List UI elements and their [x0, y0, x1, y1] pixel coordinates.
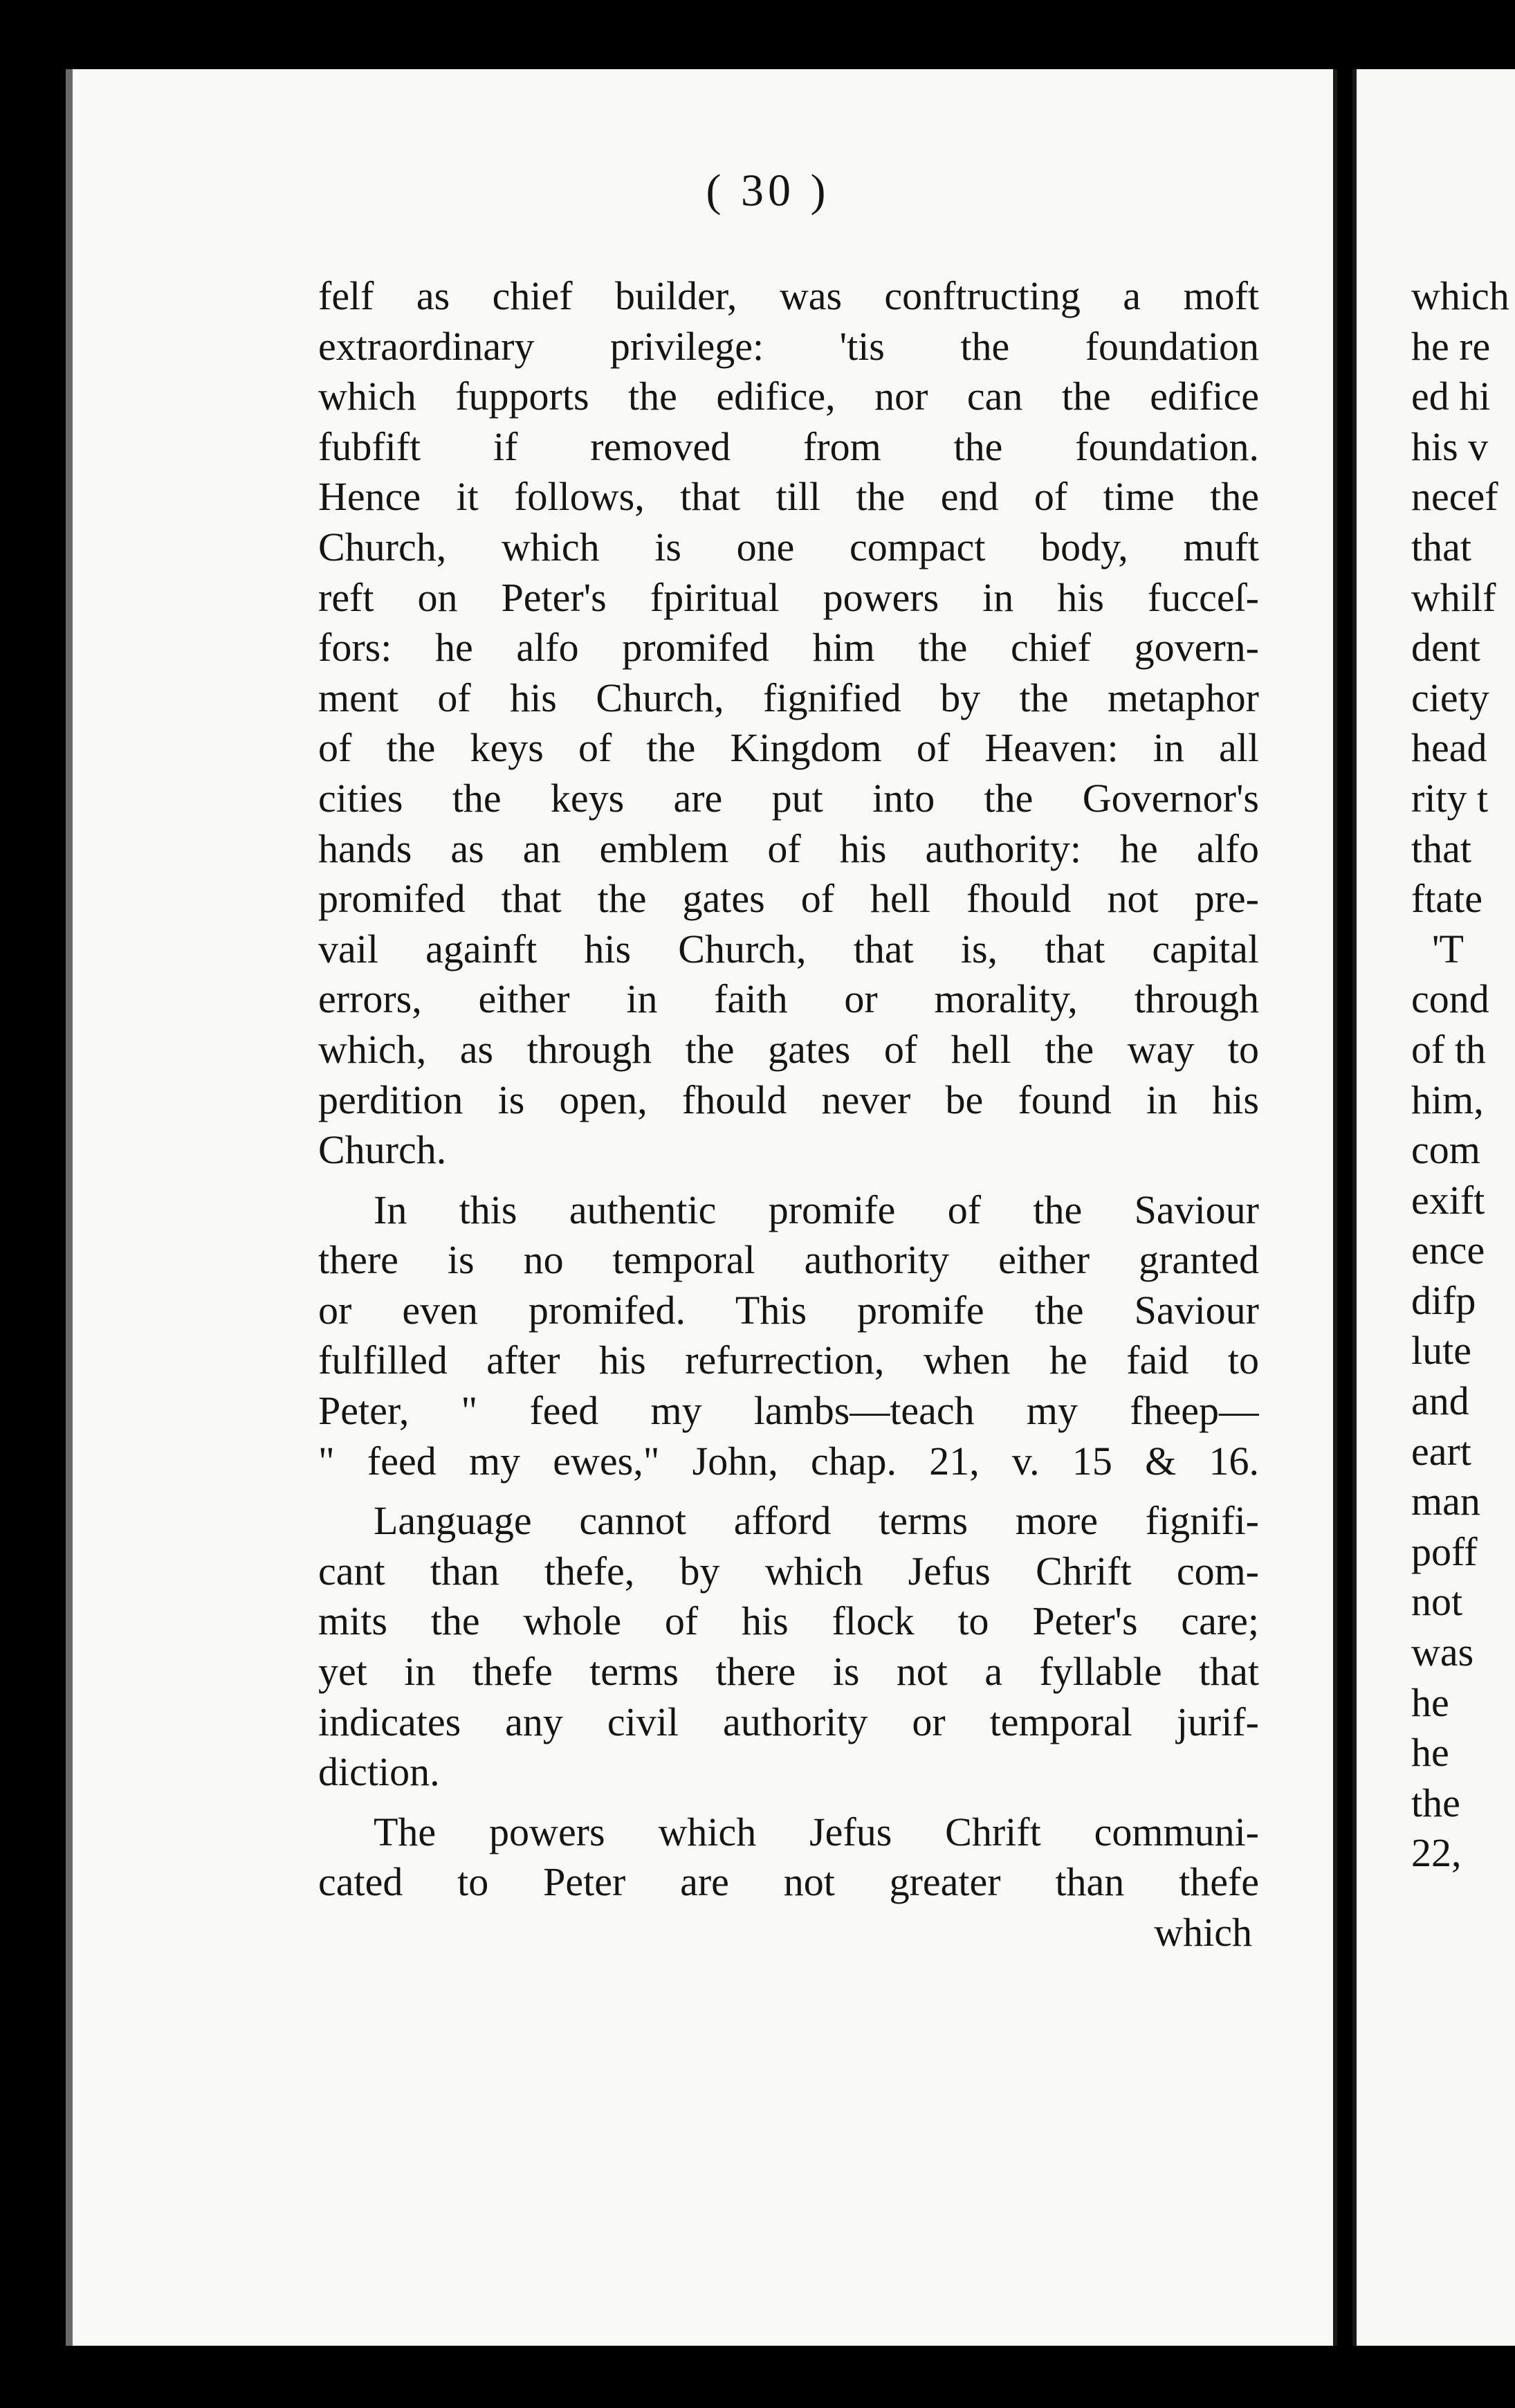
fragment-line: he — [1411, 1730, 1449, 1776]
fragment-line: ed hi — [1411, 374, 1491, 419]
text-line: mits the whole of his flock to Peter's care; — [318, 1598, 1259, 1644]
text-line: reft on Peter's fpiritual powers in his fucceſ- — [318, 574, 1259, 620]
fragment-line: 22, — [1411, 1830, 1462, 1876]
text-line: felf as chief builder, was conftructing a moft — [318, 273, 1259, 318]
text-line: cant than thefe, by which Jefus Chrift com- — [318, 1548, 1259, 1594]
text-line: which, as through the gates of hell the way to — [318, 1026, 1259, 1072]
paragraph-1 — [318, 271, 1259, 1176]
fragment-line: he re — [1411, 323, 1491, 369]
fragment-line: he — [1411, 1679, 1449, 1725]
fragment-line: ciety — [1411, 675, 1489, 720]
text-line: yet in thefe terms there is not a fyllable that — [318, 1649, 1259, 1695]
fragment-line: cond — [1411, 976, 1489, 1022]
fragment-line: lute — [1411, 1328, 1471, 1374]
text-line: The powers which Jefus Chrift communi- — [374, 1809, 1259, 1854]
text-line: hands as an emblem of his authority: he alfo — [318, 826, 1259, 871]
fragment-line: that — [1411, 826, 1471, 871]
fragment-line: ence — [1411, 1228, 1485, 1273]
fragment-line: ftate — [1411, 876, 1483, 922]
fragment-line: necef — [1411, 474, 1498, 520]
text-line: which fupports the edifice, nor can the edifice — [318, 374, 1259, 419]
paragraph-2 — [318, 1185, 1259, 1487]
text-line: indicates any civil authority or temporal jurif- — [318, 1699, 1259, 1744]
text-line: fubfift if removed from the foundation. — [318, 423, 1259, 469]
fragment-line: and — [1411, 1378, 1469, 1424]
right-page-text-fragments — [1411, 271, 1515, 1879]
text-line: " feed my ewes," John, chap. 21, v. 15 & 16. — [318, 1438, 1259, 1484]
fragment-line: him, — [1411, 1077, 1484, 1122]
text-line: extraordinary privilege: 'tis the foundation — [318, 323, 1259, 369]
fragment-line: which — [1411, 273, 1509, 318]
fragment-line: com — [1411, 1127, 1480, 1173]
fragment-line: of th — [1411, 1026, 1486, 1072]
text-line: vail againft his Church, that is, that capital — [318, 926, 1259, 972]
catchword: which — [1154, 1910, 1252, 1955]
text-line: of the keys of the Kingdom of Heaven: in all — [318, 725, 1259, 771]
fragment-line: whilf — [1411, 574, 1496, 620]
fragment-line: that — [1411, 524, 1471, 569]
text-line: fors: he alfo promifed him the chief govern- — [318, 625, 1259, 671]
page-number: ( 30 ) — [706, 165, 830, 216]
paragraph-3 — [318, 1496, 1259, 1798]
text-line: or even promifed. This promife the Saviour — [318, 1287, 1259, 1333]
fragment-line: dent — [1411, 625, 1480, 671]
text-line: Church. — [318, 1127, 447, 1173]
left-page-text — [318, 271, 1259, 1958]
fragment-line: the — [1411, 1780, 1460, 1825]
text-line: there is no temporal authority either granted — [318, 1237, 1259, 1283]
text-line: fulfilled after his refurrection, when he faid to — [318, 1338, 1259, 1383]
fragment-line: head — [1411, 725, 1487, 771]
fragment-line: his v — [1411, 423, 1489, 469]
text-line: In this authentic promife of the Saviour — [374, 1187, 1259, 1232]
fragment-line: eart — [1411, 1428, 1471, 1474]
text-line: cated to Peter are not greater than thefe — [318, 1859, 1259, 1905]
text-line: Peter, " feed my lambs—teach my fheep— — [318, 1388, 1259, 1434]
text-line: perdition is open, fhould never be found in his — [318, 1077, 1259, 1122]
fragment-line: exift — [1411, 1177, 1485, 1223]
text-line: Church, which is one compact body, muft — [318, 524, 1259, 569]
fragment-line: 'T — [1432, 926, 1464, 972]
fragment-line: poff — [1411, 1529, 1478, 1574]
text-line: errors, either in faith or morality, through — [318, 976, 1259, 1022]
text-line: Hence it follows, that till the end of time the — [318, 474, 1259, 520]
fragment-line: rity t — [1411, 775, 1489, 821]
fragment-line: man — [1411, 1479, 1480, 1524]
text-line: Language cannot afford terms more fignifi- — [374, 1498, 1259, 1544]
fragment-line: not — [1411, 1579, 1463, 1625]
fragment-line: was — [1411, 1630, 1474, 1675]
paragraph-4 — [318, 1807, 1259, 1908]
text-line: ment of his Church, fignified by the metaphor — [318, 675, 1259, 720]
text-line: diction. — [318, 1749, 440, 1795]
fragment-line: difp — [1411, 1277, 1476, 1323]
text-line: promifed that the gates of hell fhould not pre- — [318, 876, 1259, 922]
text-line: cities the keys are put into the Governor's — [318, 775, 1259, 821]
